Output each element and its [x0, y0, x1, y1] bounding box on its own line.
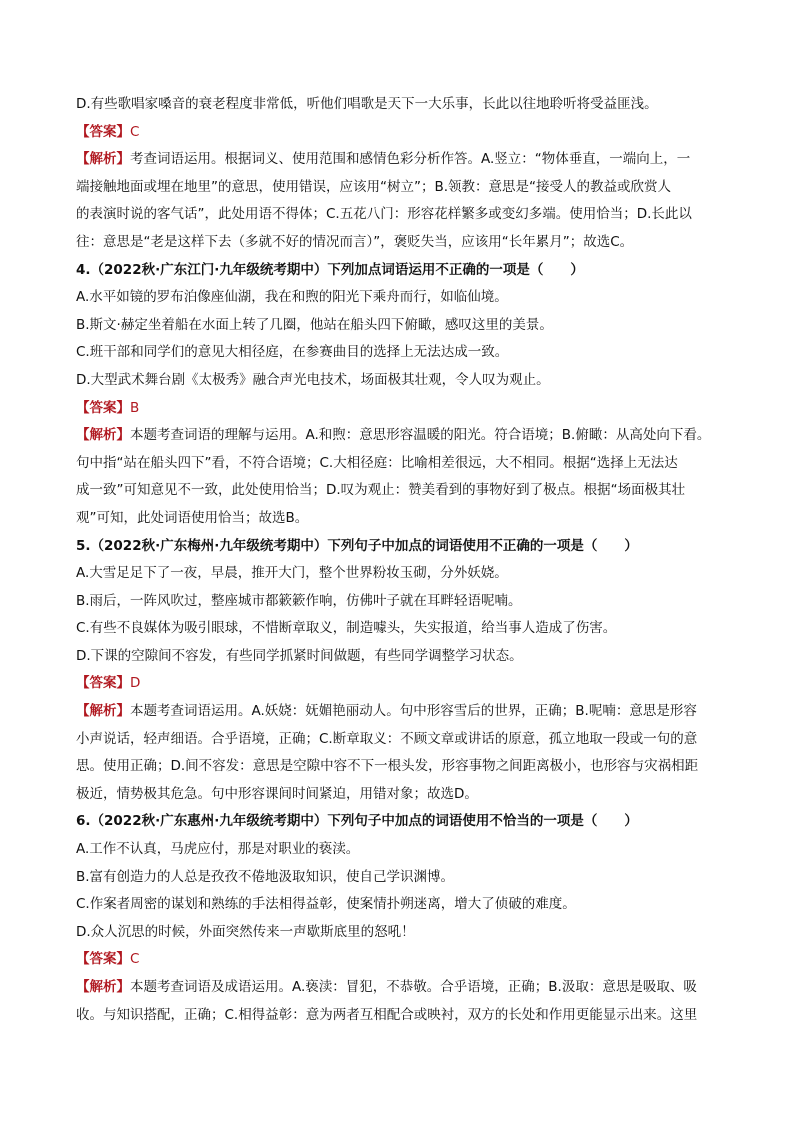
analysis-line	[76, 177, 718, 197]
answer-line	[76, 122, 718, 142]
analysis-text: 端接触地面或埋在地里”的意思，使用错误，应该用“树立”；B.领教：意思是“接受人的教益或欣赏人	[76, 178, 672, 195]
analysis-line	[76, 204, 718, 224]
analysis-line	[76, 425, 718, 445]
option-line: B.斯文·赫定坐着船在水面上转了几圈，他站在船头四下俯瞰，感叹这里的美景。	[76, 316, 553, 333]
option-line: D.众人沉思的时候，外面突然传来一声歇斯底里的怒吼！	[76, 923, 415, 940]
option-line: A.大雪足足下了一夜，早晨，推开大门，整个世界粉妆玉砌，分外妖娆。	[76, 565, 508, 582]
analysis-paragraph	[76, 701, 718, 804]
analysis-text: 观”可知，此处词语使用恰当；故选B。	[76, 509, 309, 526]
answer-tag: 【答案】	[76, 951, 130, 968]
analysis-text: 成一致”可知意见不一致，此处使用恰当；D.叹为观止：赞美看到的事物好到了极点。根据“场面极其壮	[76, 482, 686, 499]
analysis-text: 本题考查词语的理解与运用。A.和煦：意思形容温暖的阳光。符合语境；B.俯瞰：从高处向下看。	[130, 427, 711, 444]
analysis-line	[76, 453, 718, 473]
answer-line	[76, 673, 718, 693]
option-line: B.雨后，一阵风吹过，整座城市都簌簌作响，仿佛叶子就在耳畔轻语呢喃。	[76, 592, 522, 609]
option-line: D.下课的空隙间不容发，有些同学抓紧时间做题，有些同学调整学习状态。	[76, 647, 523, 664]
analysis-tag: 【解析】	[76, 979, 130, 995]
analysis-text: 往：意思是“老是这样下去（多就不好的情况而言）”，褒贬失当，应该用“长年累月”；故选C。	[76, 233, 634, 250]
analysis-line	[76, 756, 718, 776]
document-body	[76, 94, 718, 1032]
answer-line	[76, 398, 718, 418]
analysis-text: 思。使用正确；D.间不容发：意思是空隙中容不下一根头发，形容事物之间距离极小，也形容与灾祸相距	[76, 758, 699, 775]
option-line: D.有些歌唱家嗓音的衰老程度非常低，听他们唱歌是天下一大乐事，长此以往地聆听将受益匪浅。	[76, 96, 658, 112]
option-line: A.工作不认真，马虎应付，那是对职业的亵渎。	[76, 841, 360, 858]
analysis-text: 收。与知识搭配，正确；C.相得益彰：意为两者互相配合或映衬，双方的长处和作用更能显示出来。这里	[76, 1006, 698, 1023]
analysis-line	[76, 1005, 718, 1025]
option-line: C.班干部和同学们的意见大相径庭，在参赛曲目的选择上无法达成一致。	[76, 344, 509, 361]
analysis-text: 极近，情势极其危急。句中形容课间时间紧迫，用错对象；故选D。	[76, 785, 478, 802]
analysis-line	[76, 977, 718, 997]
analysis-line	[76, 784, 718, 804]
analysis-line	[76, 701, 718, 721]
answer-value: C	[130, 951, 140, 968]
answer-line	[76, 949, 718, 969]
analysis-paragraph	[76, 977, 718, 1025]
analysis-line	[76, 149, 718, 169]
option-line: B.富有创造力的人总是孜孜不倦地汲取知识，使自己学识渊博。	[76, 868, 455, 885]
answer-tag: 【答案】	[76, 675, 130, 692]
analysis-tag: 【解析】	[76, 151, 130, 168]
answer-value: D	[130, 675, 141, 692]
analysis-text: 句中指“站在船头四下”看，不符合语境；C.大相径庭：比喻相差很远，大不相同。根据“选择上无法达	[76, 454, 678, 471]
analysis-text: 小声说话，轻声细语。合乎语境，正确；C.断章取义：不顾文章或讲话的原意，孤立地取一段或一句的意	[76, 730, 698, 747]
option-line: C.作案者周密的谋划和熟练的手法相得益彰，使案情扑朔迷离，增大了侦破的难度。	[76, 896, 576, 913]
answer-value: C	[130, 123, 140, 140]
option-line: A.水平如镜的罗布泊像座仙湖，我在和煦的阳光下乘舟而行，如临仙境。	[76, 289, 508, 306]
analysis-text: 本题考查词语及成语运用。A.亵渎：冒犯，不恭敬。合乎语境，正确；B.汲取：意思是吸取、吸	[130, 979, 697, 995]
analysis-text: 的表演时说的客气话”，此处用语不得体；C.五花八门：形容花样繁多或变幻多端。使用恰当；D.长此以	[76, 206, 692, 223]
analysis-paragraph	[76, 425, 718, 528]
analysis-tag: 【解析】	[76, 703, 130, 720]
analysis-paragraph	[76, 149, 718, 252]
analysis-tag: 【解析】	[76, 427, 130, 444]
option-line: C.有些不良媒体为吸引眼球，不惜断章取义，制造噱头，失实报道，给当事人造成了伤害。	[76, 620, 617, 637]
answer-tag: 【答案】	[76, 399, 130, 416]
analysis-text: 本题考查词语运用。A.妖娆：妩媚艳丽动人。句中形容雪后的世界，正确；B.呢喃：意思是形容	[130, 703, 697, 720]
analysis-line	[76, 508, 718, 528]
answer-tag: 【答案】	[76, 123, 130, 140]
analysis-line	[76, 232, 718, 252]
analysis-line	[76, 729, 718, 749]
option-line: D.大型武术舞台剧《太极秀》融合声光电技术，场面极其壮观，令人叹为观止。	[76, 371, 550, 388]
answer-value: B	[130, 399, 140, 416]
question-heading: 6.（2022秋·广东惠州·九年级统考期中）下列句子中加点的词语使用不恰当的一项是（ ）	[76, 813, 638, 830]
question-heading: 4.（2022秋·广东江门·九年级统考期中）下列加点词语运用不正确的一项是（ ）	[76, 261, 584, 278]
analysis-text: 考查词语运用。根据词义、使用范围和感情色彩分析作答。A.竖立：“物体垂直，一端向上，一	[130, 151, 691, 168]
question-heading: 5.（2022秋·广东梅州·九年级统考期中）下列句子中加点的词语使用不正确的一项是（ ）	[76, 537, 638, 554]
analysis-line	[76, 480, 718, 500]
